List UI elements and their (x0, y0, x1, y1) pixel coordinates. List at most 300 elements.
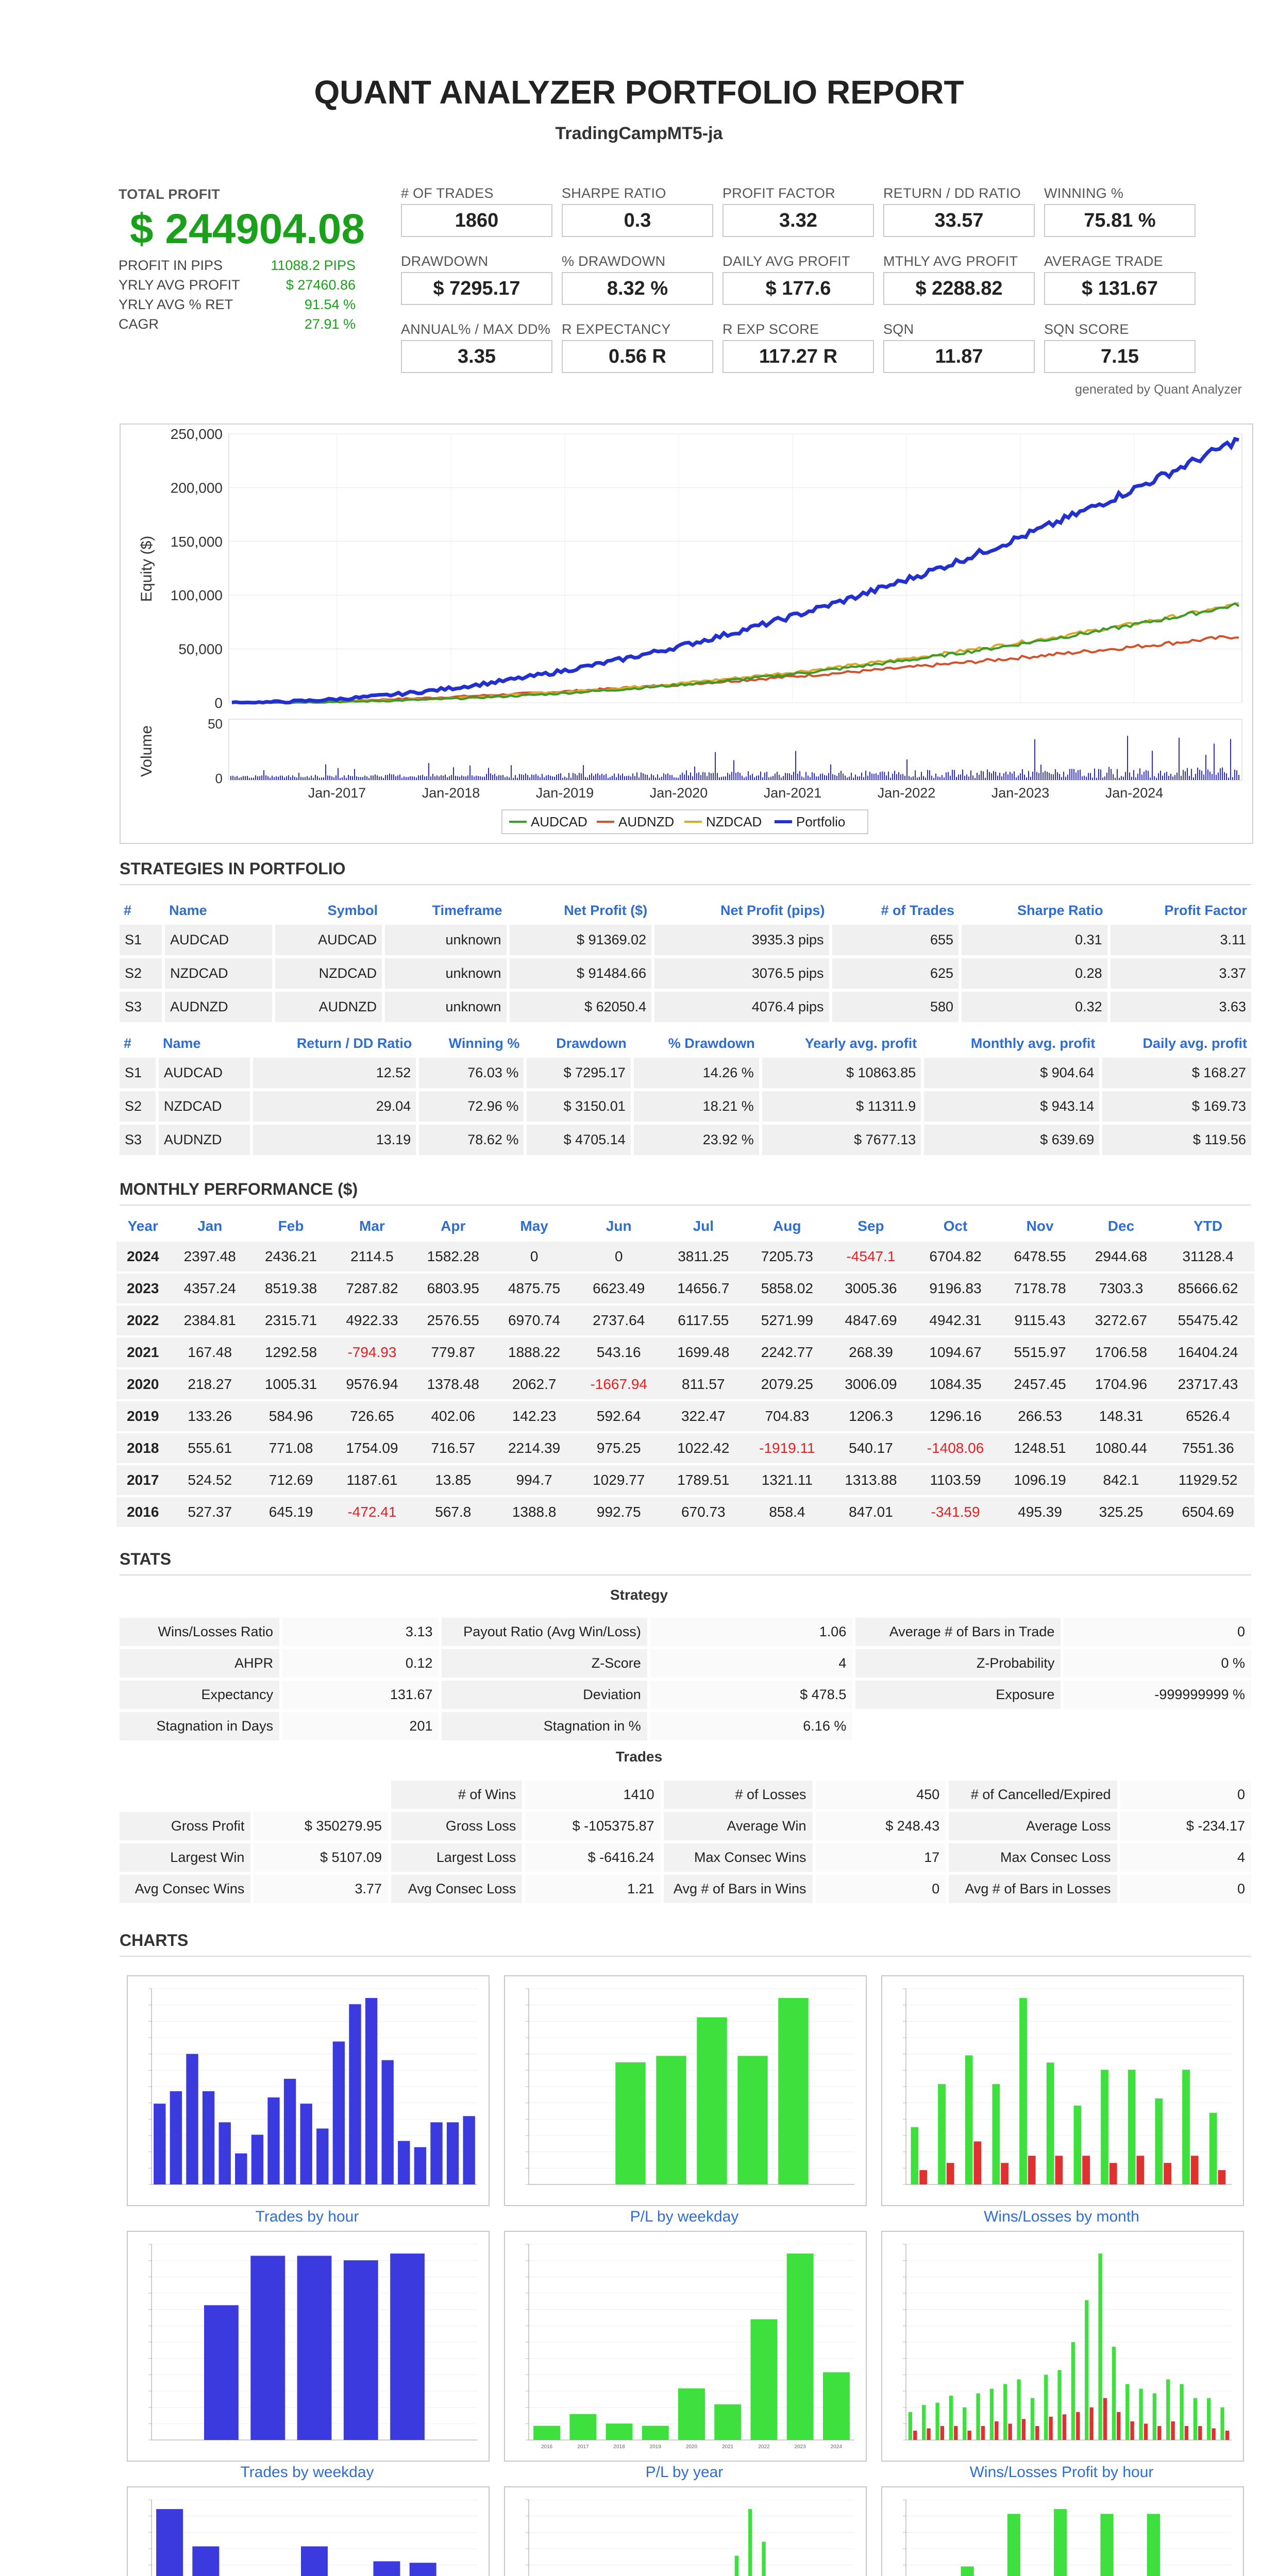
y-tick-label: 200,000 (170, 480, 223, 496)
month-cell: 4922.33 (331, 1306, 412, 1335)
stat-label (855, 1712, 1061, 1740)
month-cell: 1888.22 (494, 1337, 575, 1367)
table-cell: AUDCAD (159, 1058, 250, 1088)
table-cell: $ 119.56 (1102, 1125, 1251, 1155)
column-header: Nov (1026, 1218, 1054, 1234)
bar-wins (1003, 2384, 1007, 2440)
stat-value: 0 (816, 1875, 946, 1903)
month-cell: 1248.51 (999, 1433, 1080, 1463)
bar (778, 1998, 808, 2184)
month-cell: 9115.43 (999, 1306, 1080, 1335)
year-cell: 2018 (116, 1433, 170, 1463)
month-cell: 0 (494, 1242, 575, 1272)
chart-card (881, 2231, 1244, 2462)
column-header: YTD (1193, 1218, 1223, 1234)
month-cell: 11929.52 (1162, 1465, 1254, 1495)
bar (297, 2256, 332, 2440)
table-cell: AUDNZD (159, 1125, 250, 1155)
table-cell: 29.04 (253, 1091, 416, 1122)
bar-wins (1100, 2514, 1113, 2576)
stat-label: Largest Win (120, 1843, 250, 1872)
bar-wins (965, 2055, 973, 2184)
year-cell: 2022 (116, 1306, 170, 1335)
x-tick-label: 2017 (577, 2444, 589, 2450)
bar (365, 1998, 377, 2184)
stat-value: $ -105375.87 (525, 1812, 660, 1840)
column-header: Apr (441, 1218, 466, 1234)
chart-card (504, 2486, 867, 2576)
bar-losses (1137, 2156, 1145, 2184)
column-header: # of Trades (881, 903, 954, 918)
column-header: Drawdown (556, 1036, 627, 1051)
month-cell: 7287.82 (331, 1274, 412, 1303)
month-cell: -341.59 (912, 1497, 1000, 1527)
bar (569, 2414, 596, 2440)
bar-wins (938, 2084, 946, 2184)
year-cell: 2024 (116, 1242, 170, 1272)
trades-stats-table (116, 1777, 1254, 1906)
bar-wins (1153, 2394, 1156, 2440)
bar (414, 2147, 426, 2184)
bar (823, 2372, 850, 2440)
bar-losses (1164, 2163, 1171, 2184)
table-row (116, 1465, 1254, 1495)
month-cell: 555.61 (170, 1433, 250, 1463)
month-cell: -1408.06 (912, 1433, 1000, 1463)
bar-wins (1180, 2384, 1183, 2440)
bar (235, 2154, 247, 2184)
stat-value: 3.77 (254, 1875, 388, 1903)
bar (430, 2122, 442, 2184)
bar (284, 2079, 296, 2184)
x-tick-label: 2022 (758, 2444, 770, 2450)
stat-label: Average Win (664, 1812, 813, 1840)
stat-value: 0 (1120, 1781, 1251, 1809)
volume-tick-label: 0 (215, 771, 223, 786)
month-cell: 6970.74 (494, 1306, 575, 1335)
bar-wins (963, 2408, 966, 2440)
stat-label: Exposure (855, 1681, 1061, 1709)
month-cell: 167.48 (170, 1337, 250, 1367)
trades-stats (116, 1777, 1254, 1906)
bar-losses (1103, 2398, 1107, 2440)
volume-area (229, 719, 1242, 780)
column-header: Aug (773, 1218, 801, 1234)
month-cell: 7551.36 (1162, 1433, 1254, 1463)
stats-row (120, 1781, 1251, 1809)
bar (349, 2004, 361, 2184)
bar (382, 2060, 394, 2184)
month-cell: -472.41 (331, 1497, 412, 1527)
column-header: Feb (278, 1218, 304, 1234)
metric-value: $ 7295.17 (401, 272, 552, 305)
bar-wins (1019, 1998, 1027, 2184)
stat-value: 450 (816, 1781, 946, 1809)
chart-card (504, 1975, 867, 2206)
month-cell: 14656.7 (663, 1274, 744, 1303)
bar-losses (1198, 2426, 1202, 2440)
table-cell: 12.52 (253, 1058, 416, 1088)
bar-wins (976, 2394, 980, 2440)
bar-losses (940, 2426, 944, 2440)
metric-label: PROFIT FACTOR (722, 185, 835, 201)
x-tick-label: Jan-2018 (422, 785, 480, 801)
month-cell: 1321.11 (744, 1465, 830, 1495)
month-cell: 2062.7 (494, 1369, 575, 1399)
column-header: Profit Factor (1164, 903, 1247, 918)
table-row (116, 1306, 1254, 1335)
month-cell: 142.23 (494, 1401, 575, 1431)
month-cell: 2315.71 (250, 1306, 331, 1335)
stats-row (120, 1681, 1251, 1709)
bar (333, 2042, 345, 2184)
table-cell: $ 639.69 (924, 1125, 1099, 1155)
month-cell: -1919.11 (744, 1433, 830, 1463)
month-cell: 31128.4 (1162, 1242, 1254, 1272)
month-cell: 133.26 (170, 1401, 250, 1431)
bar (300, 2104, 312, 2184)
table-cell: $ 943.14 (924, 1091, 1099, 1122)
report-title: QUANT ANALYZER PORTFOLIO REPORT (314, 74, 964, 111)
header-row (120, 1032, 1251, 1055)
bar-wins (1007, 2514, 1020, 2576)
mini-chart (882, 1976, 1243, 2205)
metric-value: 75.81 % (1044, 204, 1196, 237)
metric-label: SQN (883, 321, 914, 337)
header-row (116, 1213, 1254, 1240)
month-cell: 1029.77 (575, 1465, 663, 1495)
table-cell: $ 62050.4 (510, 992, 652, 1022)
summary-row: YRLY AVG PROFIT $ 27460.86 (119, 277, 356, 293)
metric-label: SHARPE RATIO (562, 185, 666, 201)
month-cell: 1187.61 (331, 1465, 412, 1495)
table-cell: NZDCAD (159, 1091, 250, 1122)
bar-wins (992, 2084, 1000, 2184)
table-cell: S2 (120, 958, 162, 989)
month-cell: 7303.3 (1081, 1274, 1162, 1303)
stat-label: Avg # of Bars in Wins (664, 1875, 813, 1903)
divider (120, 884, 1251, 885)
table-cell: unknown (385, 992, 506, 1022)
bar-wins (1220, 2408, 1224, 2440)
bar-wins (735, 2556, 738, 2576)
bar-losses (995, 2421, 998, 2440)
stat-value: -999999999 % (1064, 1681, 1251, 1709)
table-cell: $ 91484.66 (510, 958, 652, 989)
stats-row (120, 1618, 1251, 1646)
bar-losses (1001, 2163, 1008, 2184)
month-cell: 16404.24 (1162, 1337, 1254, 1367)
table-cell: 0.28 (962, 958, 1107, 989)
column-header: Dec (1107, 1218, 1135, 1234)
month-cell: 148.31 (1081, 1401, 1162, 1431)
month-cell: 1022.42 (663, 1433, 744, 1463)
stat-value: 131.67 (282, 1681, 439, 1709)
stat-label: Avg # of Bars in Losses (949, 1875, 1117, 1903)
bar-losses (1117, 2412, 1120, 2440)
bar-losses (1212, 2428, 1215, 2440)
table-cell: $ 3150.01 (527, 1091, 630, 1122)
charts-title: CHARTS (120, 1931, 189, 1950)
table-cell: 3.37 (1111, 958, 1251, 989)
column-header: Jun (606, 1218, 632, 1234)
month-cell: 6526.4 (1162, 1401, 1254, 1431)
bar-losses (1185, 2426, 1188, 2440)
stat-value: 1.06 (650, 1618, 853, 1646)
table-cell: 4076.4 pips (654, 992, 829, 1022)
metric-value: $ 131.67 (1044, 272, 1196, 305)
month-cell: 7205.73 (744, 1242, 830, 1272)
metric-value: 117.27 R (722, 340, 874, 373)
table-cell: 3.11 (1111, 925, 1251, 955)
year-cell: 2021 (116, 1337, 170, 1367)
month-cell: 325.25 (1081, 1497, 1162, 1527)
chart-caption: Trades by weekday (240, 2464, 374, 2481)
bar (714, 2404, 741, 2440)
month-cell: 6478.55 (999, 1242, 1080, 1272)
month-cell: 726.65 (331, 1401, 412, 1431)
bar (390, 2253, 425, 2440)
table-cell: 23.92 % (634, 1125, 759, 1155)
month-cell: 1754.09 (331, 1433, 412, 1463)
metric-label: R EXPECTANCY (562, 321, 671, 337)
bar-wins (1071, 2342, 1075, 2440)
month-cell: 6504.69 (1162, 1497, 1254, 1527)
stat-value: 4 (650, 1649, 853, 1677)
column-header: Daily avg. profit (1142, 1036, 1247, 1051)
x-tick-label: Jan-2024 (1105, 785, 1164, 801)
month-cell: 1080.44 (1081, 1433, 1162, 1463)
metric-value: $ 177.6 (722, 272, 874, 305)
month-cell: 527.37 (170, 1497, 250, 1527)
stat-value: 4 (1120, 1843, 1251, 1872)
bar (156, 2509, 183, 2576)
month-cell: 3006.09 (830, 1369, 911, 1399)
stats-row (120, 1649, 1251, 1677)
month-cell: 811.57 (663, 1369, 744, 1399)
month-cell: 2944.68 (1081, 1242, 1162, 1272)
x-tick-label: 2019 (649, 2444, 661, 2450)
bar-losses (1063, 2414, 1066, 2440)
month-cell: 645.19 (250, 1497, 331, 1527)
bar-losses (1130, 2421, 1134, 2440)
bar-losses (1157, 2426, 1161, 2440)
month-cell: 670.73 (663, 1497, 744, 1527)
table-cell: $ 11311.9 (762, 1091, 921, 1122)
month-cell: 1313.88 (830, 1465, 911, 1495)
table-cell: $ 168.27 (1102, 1058, 1251, 1088)
stat-label: Payout Ratio (Avg Win/Loss) (442, 1618, 647, 1646)
column-header: Sharpe Ratio (1017, 903, 1103, 918)
column-header: Year (127, 1218, 158, 1234)
month-cell: 402.06 (413, 1401, 494, 1431)
table-cell: 76.03 % (419, 1058, 524, 1088)
month-cell: 2436.21 (250, 1242, 331, 1272)
bar-losses (1218, 2170, 1226, 2184)
bar-wins (1128, 2070, 1136, 2184)
column-header: Return / DD Ratio (296, 1036, 412, 1051)
bar-wins (1166, 2379, 1170, 2440)
month-cell: 1706.58 (1081, 1337, 1162, 1367)
year-cell: 2023 (116, 1274, 170, 1303)
bar (267, 2097, 279, 2184)
metric-label: MTHLY AVG PROFIT (883, 253, 1018, 269)
month-cell: 2214.39 (494, 1433, 575, 1463)
table-cell: S1 (120, 925, 162, 955)
bar-wins (1017, 2379, 1020, 2440)
bar-wins (1125, 2384, 1129, 2440)
bar-wins (1047, 2062, 1054, 2184)
bar-losses (1171, 2421, 1174, 2440)
month-cell: 8519.38 (250, 1274, 331, 1303)
bar (606, 2424, 633, 2440)
month-cell: 543.16 (575, 1337, 663, 1367)
x-tick-label: 2023 (794, 2444, 806, 2450)
table-row (116, 1274, 1254, 1303)
month-cell: 1206.3 (830, 1401, 911, 1431)
bar-wins (1193, 2398, 1197, 2440)
column-header: Jan (197, 1218, 223, 1234)
bar (154, 2104, 165, 2184)
month-cell: 4847.69 (830, 1306, 911, 1335)
stat-label (120, 1781, 250, 1809)
year-cell: 2019 (116, 1401, 170, 1431)
table-row (120, 992, 1251, 1022)
month-cell: -4547.1 (830, 1242, 911, 1272)
y-tick-label: 250,000 (170, 426, 223, 442)
stat-value: 0 % (1064, 1649, 1251, 1677)
legend-label: AUDNZD (618, 814, 675, 829)
month-cell: 6704.82 (912, 1242, 1000, 1272)
month-cell: 7178.78 (999, 1274, 1080, 1303)
table-row (120, 1091, 1251, 1122)
table-cell: $ 91369.02 (510, 925, 652, 955)
table-cell: 3.63 (1111, 992, 1251, 1022)
month-cell: 6803.95 (413, 1274, 494, 1303)
month-cell: 1103.59 (912, 1465, 1000, 1495)
stat-value: $ -234.17 (1120, 1812, 1251, 1840)
bar (678, 2388, 705, 2440)
column-header: # (124, 903, 132, 918)
bar (170, 2091, 182, 2184)
metric-label: ANNUAL% / MAX DD% (401, 321, 551, 337)
strategy-stats (116, 1615, 1254, 1743)
month-cell: 584.96 (250, 1401, 331, 1431)
month-cell: 5858.02 (744, 1274, 830, 1303)
month-cell: 1292.58 (250, 1337, 331, 1367)
bar (750, 2319, 777, 2440)
bar-wins (961, 2566, 974, 2576)
bar (737, 2056, 767, 2184)
bar-wins (1155, 2098, 1163, 2184)
month-cell: 218.27 (170, 1369, 250, 1399)
stat-value: 201 (282, 1712, 439, 1740)
y-tick-label: 150,000 (170, 533, 223, 550)
chart-card (504, 2231, 867, 2462)
bar (250, 2256, 285, 2440)
metric-label: R EXP SCORE (722, 321, 819, 337)
bar (447, 2122, 459, 2184)
metric-value: $ 2288.82 (883, 272, 1035, 305)
x-tick-label: 2021 (722, 2444, 734, 2450)
metric-label: SQN SCORE (1044, 321, 1129, 337)
bar-wins (935, 2403, 939, 2440)
y-tick-label: 50,000 (178, 641, 223, 657)
stat-value: 1.21 (525, 1875, 660, 1903)
metric-label: AVERAGE TRADE (1044, 253, 1163, 269)
table-row (120, 1125, 1251, 1155)
month-cell: 1084.35 (912, 1369, 1000, 1399)
month-cell: 495.39 (999, 1497, 1080, 1527)
bar-wins (1209, 2113, 1217, 2184)
strategy-stats-table (116, 1615, 1254, 1743)
column-header: Name (163, 1036, 201, 1051)
bar (203, 2091, 214, 2184)
strategies-table-2 (116, 1029, 1254, 1158)
stat-value: 6.16 % (650, 1712, 853, 1740)
metric-value: 11.87 (883, 340, 1035, 373)
bar-wins (922, 2405, 926, 2440)
y-tick-label: 100,000 (170, 587, 223, 604)
table-cell: 18.21 % (634, 1091, 759, 1122)
metric-value: 33.57 (883, 204, 1035, 237)
stat-label: Avg Consec Loss (391, 1875, 522, 1903)
mini-chart (505, 2487, 866, 2576)
stat-value: 0.12 (282, 1649, 439, 1677)
bar-wins (1147, 2514, 1160, 2576)
column-header: Symbol (327, 903, 378, 918)
bar-wins (911, 2127, 918, 2184)
bar (192, 2546, 219, 2576)
strategies-table-1 (116, 896, 1254, 1025)
stat-label: Gross Profit (120, 1812, 250, 1840)
month-cell: 3005.36 (830, 1274, 911, 1303)
x-tick-label: Jan-2020 (649, 785, 708, 801)
stat-label: Max Consec Wins (664, 1843, 813, 1872)
bar-losses (1028, 2156, 1036, 2184)
month-cell: 524.52 (170, 1465, 250, 1495)
table-cell: S2 (120, 1091, 156, 1122)
table-row (116, 1242, 1254, 1272)
month-cell: 5515.97 (999, 1337, 1080, 1367)
chart-card (881, 2486, 1244, 2576)
legend-label: Portfolio (796, 814, 846, 829)
metric-value: 3.32 (722, 204, 874, 237)
x-tick-label: Jan-2022 (877, 785, 936, 801)
x-tick-label: 2018 (613, 2444, 625, 2450)
bar-losses (927, 2428, 930, 2440)
bar-wins (1031, 2398, 1034, 2440)
metric-value: 3.35 (401, 340, 552, 373)
metric-label: DAILY AVG PROFIT (722, 253, 850, 269)
stats-row (120, 1843, 1251, 1872)
month-cell: 704.83 (744, 1401, 830, 1431)
equity-chart (121, 425, 1252, 843)
month-cell: 13.85 (413, 1465, 494, 1495)
table-cell: 580 (832, 992, 959, 1022)
metric-label: DRAWDOWN (401, 253, 489, 269)
bar-wins (949, 2396, 953, 2440)
stat-label: # of Wins (391, 1781, 522, 1809)
y-axis-label: Equity ($) (138, 535, 155, 602)
table-cell: 0.31 (962, 925, 1107, 955)
month-cell: 1096.19 (999, 1465, 1080, 1495)
table-cell: unknown (385, 958, 506, 989)
month-cell: 322.47 (663, 1401, 744, 1431)
chart-card (127, 2486, 490, 2576)
bar-wins (1044, 2375, 1048, 2440)
bar-wins (1057, 2370, 1061, 2440)
